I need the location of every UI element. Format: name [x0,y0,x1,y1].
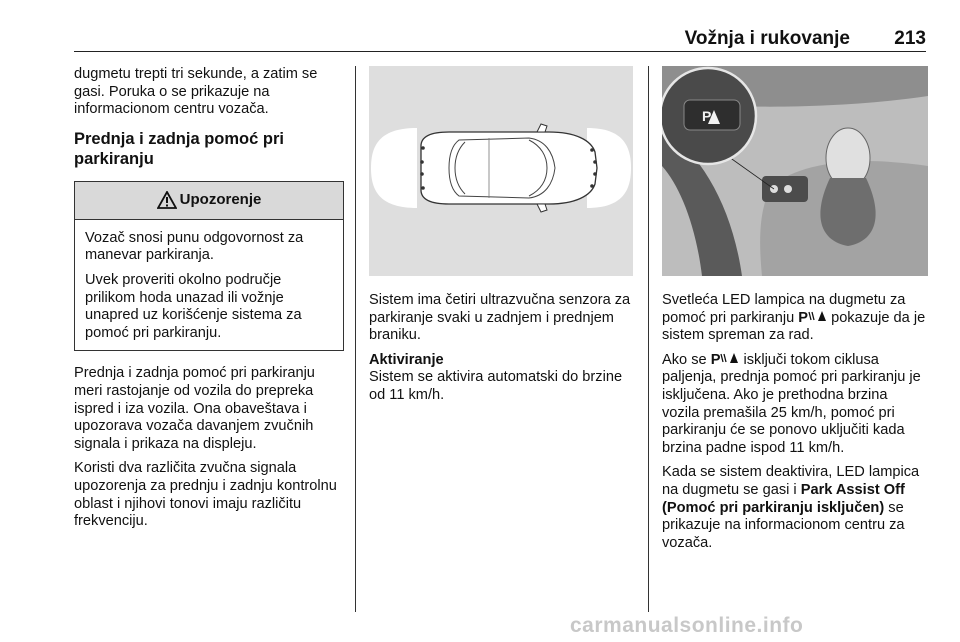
sensor-dot [593,160,597,164]
header-rule [74,51,926,53]
section-heading: Prednja i zadnja pomoć pri parkiranju [74,129,284,168]
warning-triangle-icon [157,191,177,209]
wave-icon [808,310,817,322]
rear-sensor-zone [371,128,417,208]
sensor-dot [421,146,425,150]
sensor-dot [421,186,425,190]
panel-button [784,185,792,193]
sensor-dot [590,184,594,188]
car-body [421,132,597,204]
paragraph [662,292,928,345]
mirror [537,204,547,212]
park-assist-button-photo [662,66,928,276]
obstacle-icon [817,310,827,322]
page-header [74,22,926,50]
obstacle-icon [729,352,739,364]
car-sensor-diagram [369,66,633,276]
column-left [74,66,344,538]
paragraph: Sistem se aktivira automatski do brzine od 11 km/h. [369,369,623,403]
text: Ako se [662,351,707,368]
parking-sensor-illustration [369,66,633,276]
header-title: Vožnja i rukovanje [684,28,850,49]
mirror [537,124,547,132]
park-assist-symbol-icon: P [711,352,740,368]
column-middle [369,66,633,412]
sensor-dot [420,160,424,164]
text: pokazuje da je sistem spreman za rad. [662,309,926,344]
warning-header [75,182,343,220]
console-illustration [662,66,928,276]
paragraph: Koristi dva različita zvučna signala upozorenja za prednju i zadnju kontrolnu oblast i njihovi tonovi imaju različitu frekvenciju. [74,460,337,530]
paragraph [662,464,928,552]
warning-box [74,181,344,352]
sensor-dot [590,148,594,152]
paragraph: dugmetu trepti tri sekunde, a zatim se gasi. Poruka o se prikazuje na informacionom centru vozača. [74,66,318,118]
paragraph: Sistem ima četiri ultrazvučna senzora za parkiranje svaki u zadnjem i prednjem braniku. [369,292,631,344]
text: Kada se sistem deaktivira, LED lampica na dugmetu se gasi i [662,464,920,498]
subheading [369,352,633,370]
page-number: 213 [894,28,926,49]
column-divider [355,66,356,612]
watermark: carmanualsonline.info [570,614,804,637]
text: se prikazuje na informacionom centru za vozača. [662,499,905,551]
button-p-label: P [702,108,712,124]
text: Svetleća LED lampica na dugmetu za pomoć pri parkiranju [662,292,906,326]
warning-text: Uvek proveriti okolno područje prilikom hoda unazad ili vožnje unapred uz korišćenje sistema za pomoć pri parkiranju. [85,271,302,341]
sensor-dot [420,172,424,176]
warning-text: Vozač snosi punu odgovornost za manevar parkiranja. [85,229,304,264]
warning-title: Upozorenje [179,191,262,209]
column-right [662,66,928,559]
paragraph [662,352,928,458]
warning-body [75,220,343,351]
message-text: Park Assist Off (Pomoć pri parkiranju isključen) [662,481,905,516]
paragraph: Prednja i zadnja pomoć pri parkiranju meri rastojanje od vozila do prepreka ispred i iza vozila. Ona obaveštava i upozorava vozača davanjem zvučnih signala i prikaza na displeju. [74,365,315,452]
gear-boot [820,178,875,246]
park-assist-symbol-icon: P [798,310,827,326]
wave-icon [720,352,729,364]
activation-heading: Aktiviranje [369,351,444,368]
sensor-dot [593,172,597,176]
column-divider [648,66,649,612]
text: isključi tokom ciklusa paljenja, prednja pomoć pri parkiranju je isključena. Ako je prethodna brzina vozila premašila 25 km/h, pomoć pri parkiranju će se ponovo uključiti kada brzina padne ispod 11 km/h. [662,351,921,456]
